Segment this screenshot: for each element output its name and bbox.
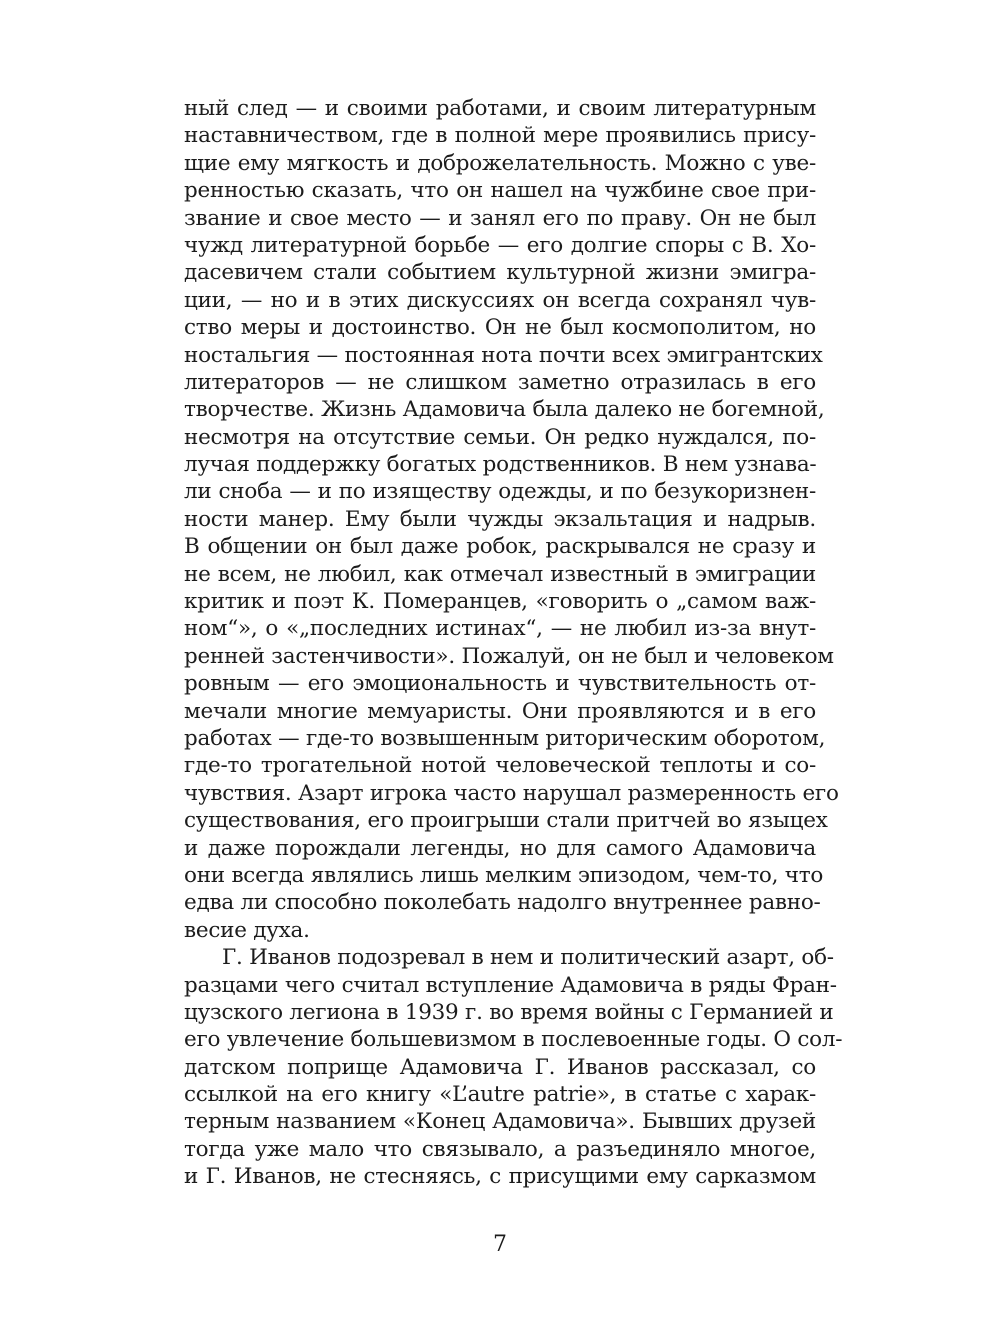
text-line: и Г. Иванов, не стесняясь, с присущими ему сарказмом [184,1164,816,1190]
text-line: ссылкой на его книгу «L’autre patrie», в статье с харак- [184,1082,816,1108]
text-line: ровным — его эмоциональность и чувствительность от- [184,671,816,697]
text-line: творчестве. Жизнь Адамовича была далеко не богемной, [184,397,825,423]
text-line: В общении он был даже робок, раскрывался не сразу и [184,534,816,560]
text-line: чувствия. Азарт игрока часто нарушал размеренность его [184,780,839,806]
text-line: ство меры и достоинство. Он не был космополитом, но [184,315,816,341]
text-line: лучая поддержку богатых родственников. В нем узнава- [184,452,817,478]
text-line: ренней застенчивости». Пожалуй, он не был и человеком [184,643,834,669]
text-line: где-то трогательной нотой человеческой теплоты и со- [184,753,816,779]
text-line: терным названием «Конец Адамовича». Бывших друзей [184,1109,816,1135]
text-line: существования, его проигрыши стали притчей во языцех [184,808,828,834]
text-line: чужд литературной борьбе — его долгие споры с В. Хо- [184,232,816,258]
text-line: работах — где-то возвышенным риторическим оборотом, [184,725,826,751]
text-line: несмотря на отсутствие семьи. Он редко нуждался, по- [184,424,816,450]
text-line: ный след — и своими работами, и своим литературным [184,96,816,121]
text-line: датском поприще Адамовича Г. Иванов рассказал, со [184,1054,816,1080]
text-line: разцами чего считал вступление Адамовича в ряды Фран- [184,972,837,998]
text-line: наставничеством, где в полной мере проявились прису- [184,123,816,149]
text-line: критик и поэт К. Померанцев, «говорить о „самом важ- [184,589,816,615]
text-line: звание и свое место — и занял его по праву. Он не был [184,205,816,231]
text-line: и даже порождали легенды, но для самого Адамовича [184,835,816,861]
text-line: литераторов — не слишком заметно отразилась в его [184,369,816,395]
text-line: ренностью сказать, что он нашел на чужбине свое при- [184,178,816,204]
text-line: дасевичем стали событием культурной жизни эмигра- [184,260,816,286]
paragraph-last-line: весие духа. [184,917,310,943]
text-line: ностальгия — постоянная нота почти всех эмигрантских [184,342,823,368]
paragraph-first-line: Г. Иванов подозревал в нем и политический азарт, об- [222,945,834,971]
text-line: ли сноба — и по изяществу одежды, и по безукоризнен- [184,479,816,505]
page-number: 7 [493,1232,507,1257]
text-line: мечали многие мемуаристы. Они проявляются и в его [184,698,816,724]
text-line: ности манер. Ему были чужды экзальтация и надрыв. [184,506,816,532]
text-line: цузского легиона в 1939 г. во время войны с Германией и [184,999,834,1025]
text-line: ции, — но и в этих дискуссиях он всегда сохранял чув- [184,287,816,313]
text-line: едва ли способно поколебать надолго внутреннее равно- [184,890,821,916]
text-line: не всем, не любил, как отмечал известный в эмиграции [184,561,816,587]
text-line: они всегда являлись лишь мелким эпизодом, чем-то, что [184,862,824,888]
text-line: его увлечение большевизмом в послевоенные годы. О сол- [184,1027,843,1053]
text-line: щие ему мягкость и доброжелательность. Можно с уве- [184,150,816,176]
text-line: тогда уже мало что связывало, а разъединяло многое, [184,1136,816,1162]
body-text [184,95,843,1191]
text-line: ном“», о «„последних истинах“, — не любил из-за внут- [184,616,816,642]
